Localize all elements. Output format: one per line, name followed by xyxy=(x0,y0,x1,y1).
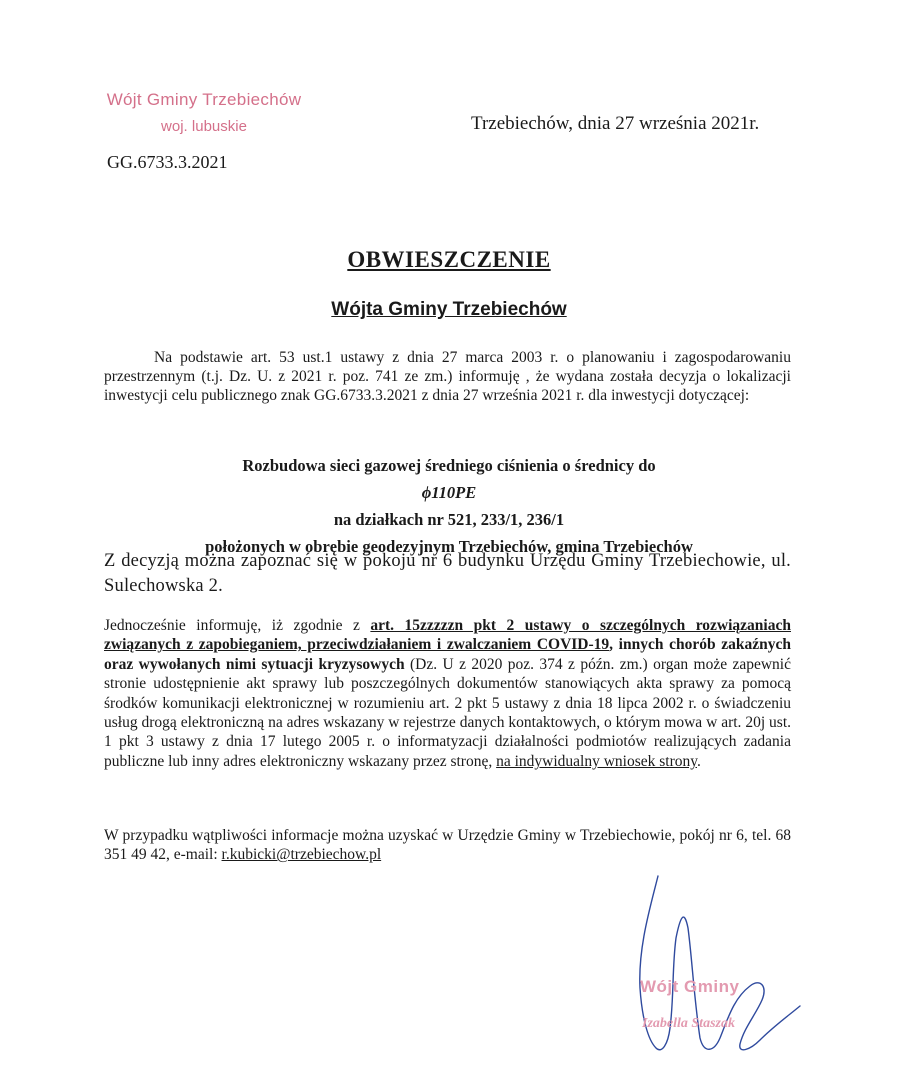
covid-act-reference-rest: , innych chorób zakaźnych oraz wywołanych nimi sytuacji kryzysowych xyxy=(104,636,791,673)
legal-basis-paragraph: Na podstawie art. 53 ust.1 ustawy z dnia 27 marca 2003 r. o planowaniu i zagospodarowaniu przestrzennym (t.j. Dz. U. z 2021 r. poz. 741 ze zm.) informuję , że wydana została decyzja o lokalizacji inwestycji celu publicznego znak GG.6733.3.2021 z dnia 27 września 2021 r. dla inwestycji dotyczącej: xyxy=(104,349,791,404)
request-phrase: na indywidualny wniosek strony xyxy=(496,752,697,770)
stamp-region: woj. lubuskie xyxy=(161,118,247,135)
document-title: OBWIESZCZENIE xyxy=(347,247,551,272)
contact-email-link[interactable]: r.kubicki@trzebiechow.pl xyxy=(221,846,382,864)
covid-act-reference: art. 15zzzzzn pkt 2 ustawy o szczególnych rozwiązaniach związanych z zapobieganiem, przeciwdziałaniem i zwalczaniem COVID-19 xyxy=(104,617,791,654)
investment-title: Rozbudowa sieci gazowej średniego ciśnienia o średnicy do xyxy=(242,456,656,475)
p3-end: . xyxy=(697,752,701,770)
office-stamp xyxy=(94,90,314,135)
date-line: Trzebiechów, dnia 27 września 2021r. xyxy=(471,113,760,134)
signature-title: Wójt Gminy xyxy=(640,977,740,996)
p3-intro: Jednocześnie informuję, iż zgodnie z xyxy=(104,617,371,634)
reference-number: GG.6733.3.2021 xyxy=(107,152,228,172)
investment-line-2: na działkach nr 521, 233/1, 236/1 xyxy=(333,510,565,529)
investment-line-3: położonych w obrębie geodezyjnym Trzebiechów, gmina Trzebiechów xyxy=(205,537,693,556)
contact-paragraph xyxy=(104,826,791,865)
investment-line-1 xyxy=(0,452,898,506)
p3-body: (Dz. U z 2020 poz. 374 z późn. zm.) organ może zapewnić stronie udostępnienie akt sprawy lub poszczególnych dokumentów stanowiących akta sprawy za pomocą środków komunikacji elektronicznej w rozumieniu art. 2 pkt 5 ustawy z dnia 18 lipca 2002 r. o świadczeniu usług drogą elektroniczną na adres wskazany w rejestrze danych kontaktowych, o którym mowa w art. 20j ust. 1 pkt 3 ustawy z dnia 17 lutego 2005 r. o informatyzacji działalności podmiotów realizujących zadania publiczne lub inny adres elektroniczny wskazany przez stronę, xyxy=(104,655,791,770)
electronic-access-paragraph xyxy=(104,616,791,771)
diameter-value: ϕ110PE xyxy=(421,483,477,502)
document-subtitle: Wójta Gminy Trzebiechów xyxy=(331,299,567,320)
contact-text: W przypadku wątpliwości informacje można uzyskać w Urzędzie Gminy w Trzebiechowie, pokój nr 6, tel. 68 351 49 42, e-mail: xyxy=(104,827,791,864)
access-info-paragraph: Z decyzją można zapoznać się w pokoju nr 6 budynku Urzędu Gminy Trzebiechowie, ul. Sulechowska 2. xyxy=(104,551,791,596)
investment-description xyxy=(0,452,898,560)
handwritten-signature xyxy=(610,868,830,1068)
signature-name: Izabella Staszak xyxy=(642,1016,735,1031)
stamp-office-name: Wójt Gminy Trzebiechów xyxy=(106,90,302,109)
